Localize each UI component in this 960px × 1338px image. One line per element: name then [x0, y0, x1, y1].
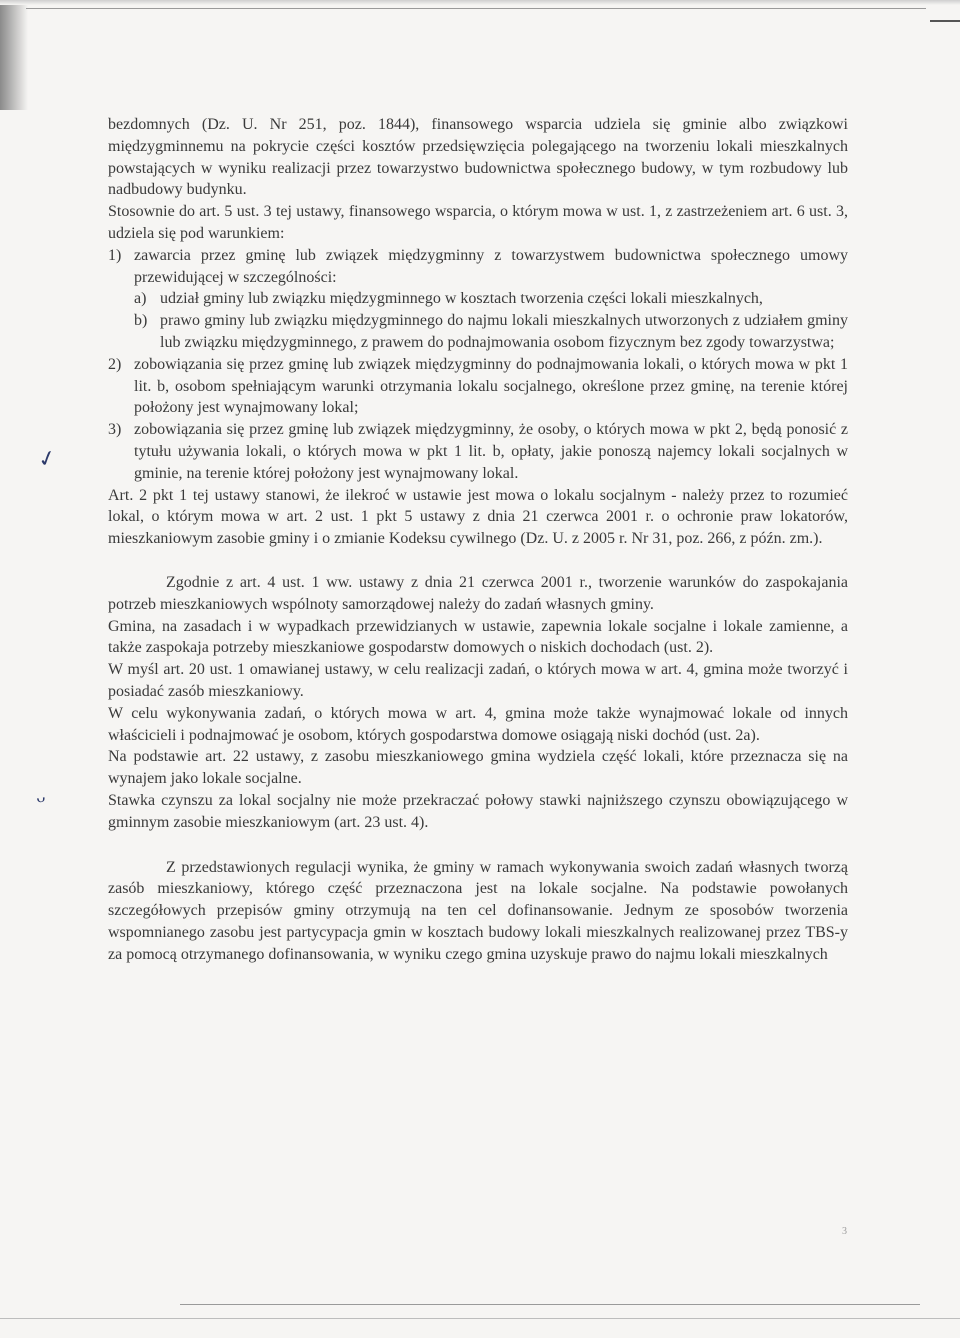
list-number: 1) — [108, 246, 122, 264]
list-item — [108, 419, 848, 484]
paragraph: Stosownie do art. 5 ust. 3 tej ustawy, finansowego wsparcia, o którym mowa w ust. 1, z zastrzeżeniem art. 6 ust. 3, udziela się pod warunkiem: — [108, 203, 848, 242]
list-text: udział gminy lub związku międzygminnego w kosztach tworzenia części lokali mieszkalnych, — [160, 290, 763, 308]
list-text: prawo gminy lub związku międzygminnego do najmu lokali mieszkalnych utworzonych z udziałem gminy lub związku międzygminnego, z prawem do podnajmowania osobom fizycznym bez zgody towarzystwa; — [160, 312, 848, 351]
scan-top-edge — [0, 0, 960, 5]
paragraph: W myśl art. 20 ust. 1 omawianej ustawy, w celu realizacji zadań, o których mowa w art. 4, gmina może tworzyć i posiadać zasób mieszkaniowy. — [108, 661, 848, 700]
scan-top-line — [26, 8, 926, 9]
paragraph: Art. 2 pkt 1 tej ustawy stanowi, że ilekroć w ustawie jest mowa o lokalu socjalnym - należy przez to rozumieć lokal, o którym mowa w art. 2 ust. 1 pkt 5 ustawy z dnia 21 czerwca 2001 r. o ochronie praw lokatorów, mieszkaniowym zasobie gminy i o zmianie Kodeksu cywilnego (Dz. U. z 2005 r. Nr 31, poz. 266, z późn. zm.). — [108, 486, 848, 548]
list-text: zobowiązania się przez gminę lub związek międzygminny do podnajmowania lokali, o których mowa w pkt 1 lit. b, osobom spełniającym warunki otrzymania lokalu socjalnego, określone przez gminę, na terenie której położony jest wynajmowany lokal; — [134, 355, 848, 417]
list-text: zobowiązania się przez gminę lub związek międzygminny, że osoby, o których mowa w pkt 2, będą ponosić z tytułu używania lokali, o których mowa w pkt 1 lit. b, opłaty, jakie ponoszą najemcy lokali socjalnych w gminie, na terenie której położony jest wynajmowany lokal. — [134, 421, 848, 482]
paragraph-gap — [108, 834, 848, 857]
handwritten-mark: ᴗ — [34, 785, 47, 807]
paragraph: bezdomnych (Dz. U. Nr 251, poz. 1844), finansowego wsparcia udziela się gminie albo związkowi międzygminnemu na pokrycie części kosztów przedsięwzięcia polegającego na tworzeniu lokali mieszkalnych powstających w wyniku realizacji przez towarzystwo budownictwa społecznego budowy, w tym rozbudowy lub nadbudowy budynku. — [108, 116, 848, 199]
scan-mark-top-right — [930, 20, 960, 22]
paragraph: Stawka czynszu za lokal socjalny nie może przekraczać połowy stawki najniższego czynszu obowiązującego w gminnym zasobie mieszkaniowym (art. 23 ust. 4). — [108, 791, 848, 831]
paragraph: Z przedstawionych regulacji wynika, że gminy w ramach wykonywania swoich zadań własnych tworzą zasób mieszkaniowy, którego część przeznaczona jest na lokale socjalne. Na podstawie powołanych szczegółowych przepisów gminy otrzymują na ten cel dofinansowanie. Jednym ze sposobów tworzenia wspomnianego zasobu jest partycypacja gmin w kosztach budowy lokali mieszkalnych realizowanej przez TBS-y za pomocą otrzymanego dofinansowania, w wyniku czego gmina uzyskuje prawo do najmu lokali mieszkalnych — [108, 858, 848, 963]
scan-bottom-edge — [0, 1298, 960, 1338]
scan-shadow-corner — [0, 0, 28, 110]
paragraph: Zgodnie z art. 4 ust. 1 ww. ustawy z dnia 21 czerwca 2001 r., tworzenie warunków do zaspokajania potrzeb mieszkaniowych wspólnoty samorządowej należy do zadań własnych gminy. — [108, 573, 848, 613]
list-item — [108, 354, 848, 419]
paragraph-gap — [108, 550, 848, 572]
list-letter: b) — [134, 312, 148, 330]
handwritten-checkmark: ✓ — [34, 444, 60, 473]
paragraph: Na podstawie art. 22 ustawy, z zasobu mieszkaniowego gmina wydziela część lokali, które przeznacza się na wynajem jako lokale socjalne. — [108, 748, 848, 788]
sub-list-item — [134, 310, 848, 354]
sub-list-item — [134, 288, 848, 310]
paragraph: W celu wykonywania zadań, o których mowa w art. 4, gmina może także wynajmować lokale od innych właścicieli i podnajmować je osobom, których gospodarstwa domowe osiągają niski dochód (ust. 2a). — [108, 704, 848, 744]
document-body — [108, 114, 848, 965]
list-text: zawarcia przez gminę lub związek międzygminny z towarzystwem budownictwa społecznego umowy przewidującej w szczególności: — [134, 246, 848, 286]
list-letter: a) — [134, 290, 147, 308]
list-number: 2) — [108, 355, 122, 373]
paragraph: Gmina, na zasadach i w wypadkach przewidzianych w ustawie, zapewnia lokale socjalne i lokale zamienne, a także zaspokaja potrzeby mieszkaniowe gospodarstw domowych o niskich dochodach (ust. 2). — [108, 617, 848, 657]
page-number: 3 — [842, 1226, 847, 1237]
list-item — [108, 245, 848, 289]
list-number: 3) — [108, 421, 122, 439]
